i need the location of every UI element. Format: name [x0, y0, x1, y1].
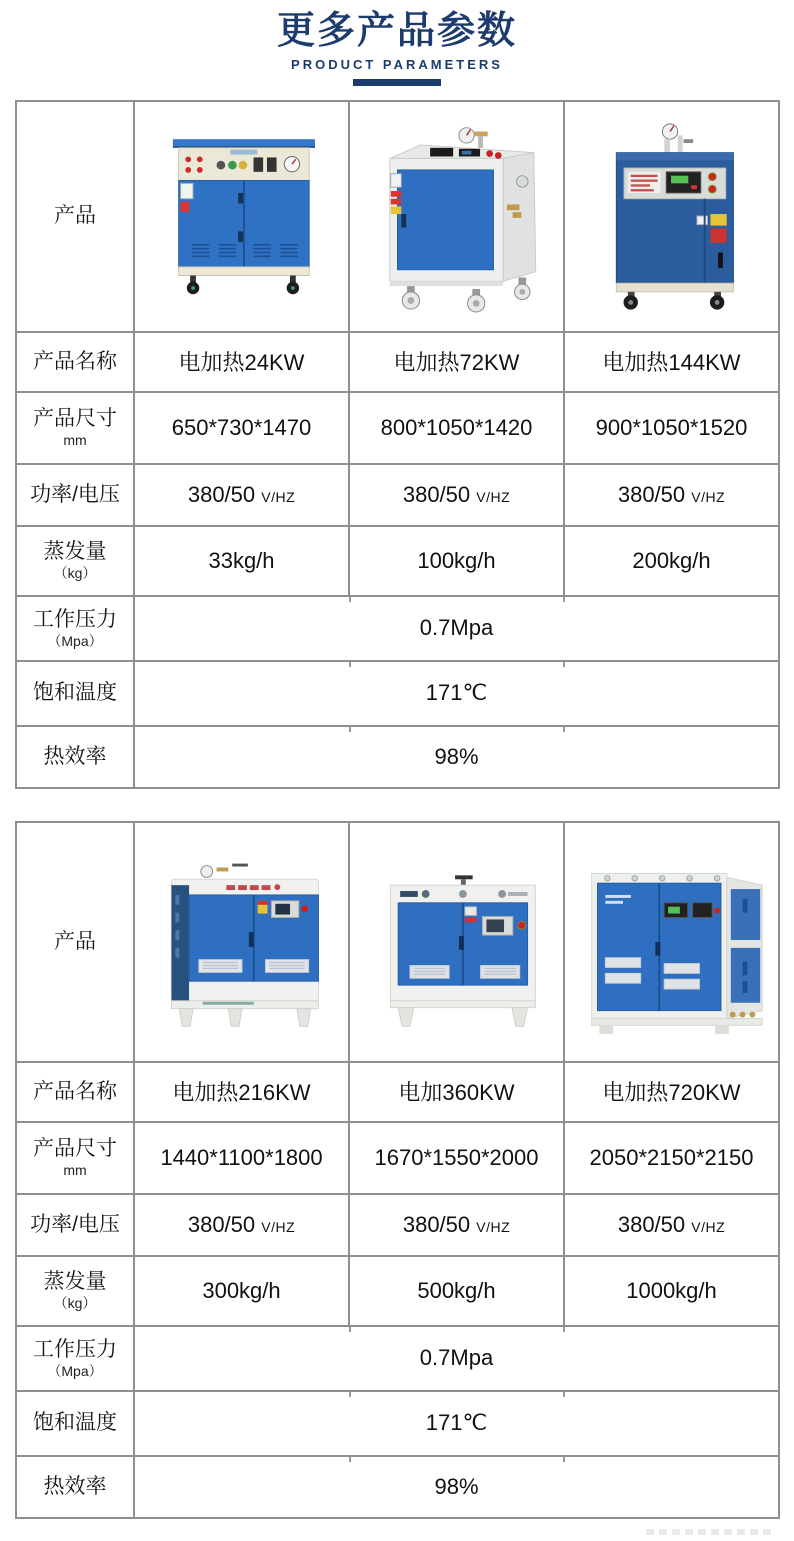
value-evaporation-col3: 200kg/h	[632, 547, 711, 573]
table-row-saturation-temp	[16, 1391, 779, 1456]
steam-generator-720kw-illustration	[574, 833, 770, 1051]
table-row-product-photos	[16, 822, 779, 1062]
value-size-col1: 1440*1100*1800	[160, 1144, 323, 1170]
row-label-pressure-unit: （Mpa）	[47, 632, 103, 649]
product-photo-216kw	[135, 823, 348, 1061]
table-row-evaporation	[16, 1256, 779, 1326]
table-row-product-size	[16, 1122, 779, 1194]
value-size-col2: 1670*1550*2000	[374, 1144, 539, 1170]
row-label-name: 产品名称	[33, 1079, 117, 1103]
value-power-col1: 380/50 V/HZ	[187, 481, 296, 507]
value-saturation-shared: 171℃	[425, 680, 488, 706]
product-photo-720kw	[565, 823, 778, 1061]
row-label-size: 产品尺寸 mm	[17, 1137, 133, 1178]
value-size-col3: 900*1050*1520	[595, 414, 748, 440]
row-label-size-unit: mm	[63, 1162, 87, 1179]
page-header	[15, 10, 779, 86]
value-size-col2: 800*1050*1420	[380, 414, 533, 440]
faint-watermark	[646, 1529, 776, 1535]
table-row-thermal-efficiency	[16, 1456, 779, 1518]
row-label-power: 功率/电压	[30, 1212, 120, 1236]
value-pressure-shared: 0.7Mpa	[419, 615, 494, 641]
value-size-col3: 2050*2150*2150	[589, 1144, 754, 1170]
row-label-power: 功率/电压	[30, 482, 120, 506]
row-label-pressure: 工作压力 （Mpa）	[17, 608, 133, 649]
value-name-col3: 电加热720KW	[602, 1080, 741, 1106]
page-title: 更多产品参数	[276, 10, 517, 52]
row-label-efficiency: 热效率	[43, 744, 107, 768]
row-label-name: 产品名称	[33, 349, 117, 373]
value-evaporation-col1: 300kg/h	[202, 1277, 281, 1303]
table-row-product-photos	[16, 101, 779, 332]
value-power-col2: 380/50 V/HZ	[402, 481, 511, 507]
table-row-working-pressure	[16, 596, 779, 661]
row-label-pressure-unit: （Mpa）	[47, 1362, 103, 1379]
value-saturation-shared: 171℃	[425, 1410, 488, 1436]
steam-generator-24kw-illustration	[146, 110, 338, 322]
row-label-product: 产品	[54, 204, 96, 228]
value-power-col2: 380/50 V/HZ	[402, 1211, 511, 1237]
value-power-col1: 380/50 V/HZ	[187, 1211, 296, 1237]
value-size-col1: 650*730*1470	[171, 414, 312, 440]
value-evaporation-col2: 100kg/h	[417, 547, 496, 573]
table-row-working-pressure	[16, 1326, 779, 1391]
steam-generator-144kw-illustration	[576, 110, 768, 322]
value-name-col2: 电加热72KW	[393, 350, 520, 376]
value-name-col1: 电加热24KW	[178, 350, 305, 376]
row-label-size: 产品尺寸 mm	[17, 407, 133, 448]
spec-table-large-models	[15, 821, 780, 1519]
row-label-saturation: 饱和温度	[33, 1411, 117, 1435]
table-row-saturation-temp	[16, 661, 779, 726]
row-label-evaporation: 蒸发量 （kg）	[17, 1270, 133, 1311]
row-label-evaporation-unit: （kg）	[53, 1295, 97, 1312]
value-power-col3: 380/50 V/HZ	[617, 1211, 726, 1237]
value-evaporation-col3: 1000kg/h	[626, 1277, 717, 1303]
product-photo-24kw	[135, 102, 348, 331]
row-label-product: 产品	[54, 929, 96, 953]
page-subtitle: PRODUCT PARAMETERS	[291, 56, 503, 72]
spec-table-small-models	[15, 100, 780, 789]
row-label-evaporation: 蒸发量 （kg）	[17, 540, 133, 581]
title-underline	[353, 79, 441, 86]
value-efficiency-shared: 98%	[434, 1473, 479, 1499]
value-name-col2: 电加360KW	[398, 1080, 515, 1106]
product-photo-72kw	[350, 102, 563, 331]
value-evaporation-col1: 33kg/h	[208, 547, 275, 573]
value-power-col3: 380/50 V/HZ	[617, 481, 726, 507]
value-name-col1: 电加热216KW	[172, 1080, 311, 1106]
table-row-thermal-efficiency	[16, 726, 779, 788]
row-label-pressure: 工作压力 （Mpa）	[17, 1338, 133, 1379]
row-label-evaporation-unit: （kg）	[53, 565, 97, 582]
row-label-saturation: 饱和温度	[33, 681, 117, 705]
table-row-product-name	[16, 332, 779, 392]
steam-generator-360kw-illustration	[359, 833, 555, 1051]
value-pressure-shared: 0.7Mpa	[419, 1345, 494, 1371]
product-photo-360kw	[350, 823, 563, 1061]
steam-generator-216kw-illustration	[144, 833, 340, 1051]
steam-generator-72kw-illustration	[361, 110, 553, 322]
value-evaporation-col2: 500kg/h	[417, 1277, 496, 1303]
table-row-product-size	[16, 392, 779, 464]
table-row-power-voltage	[16, 1194, 779, 1256]
product-photo-144kw	[565, 102, 778, 331]
value-name-col3: 电加热144KW	[602, 350, 741, 376]
table-row-product-name	[16, 1062, 779, 1122]
value-efficiency-shared: 98%	[434, 743, 479, 769]
table-row-evaporation	[16, 526, 779, 596]
row-label-size-unit: mm	[63, 432, 87, 449]
row-label-efficiency: 热效率	[43, 1474, 107, 1498]
table-row-power-voltage	[16, 464, 779, 526]
